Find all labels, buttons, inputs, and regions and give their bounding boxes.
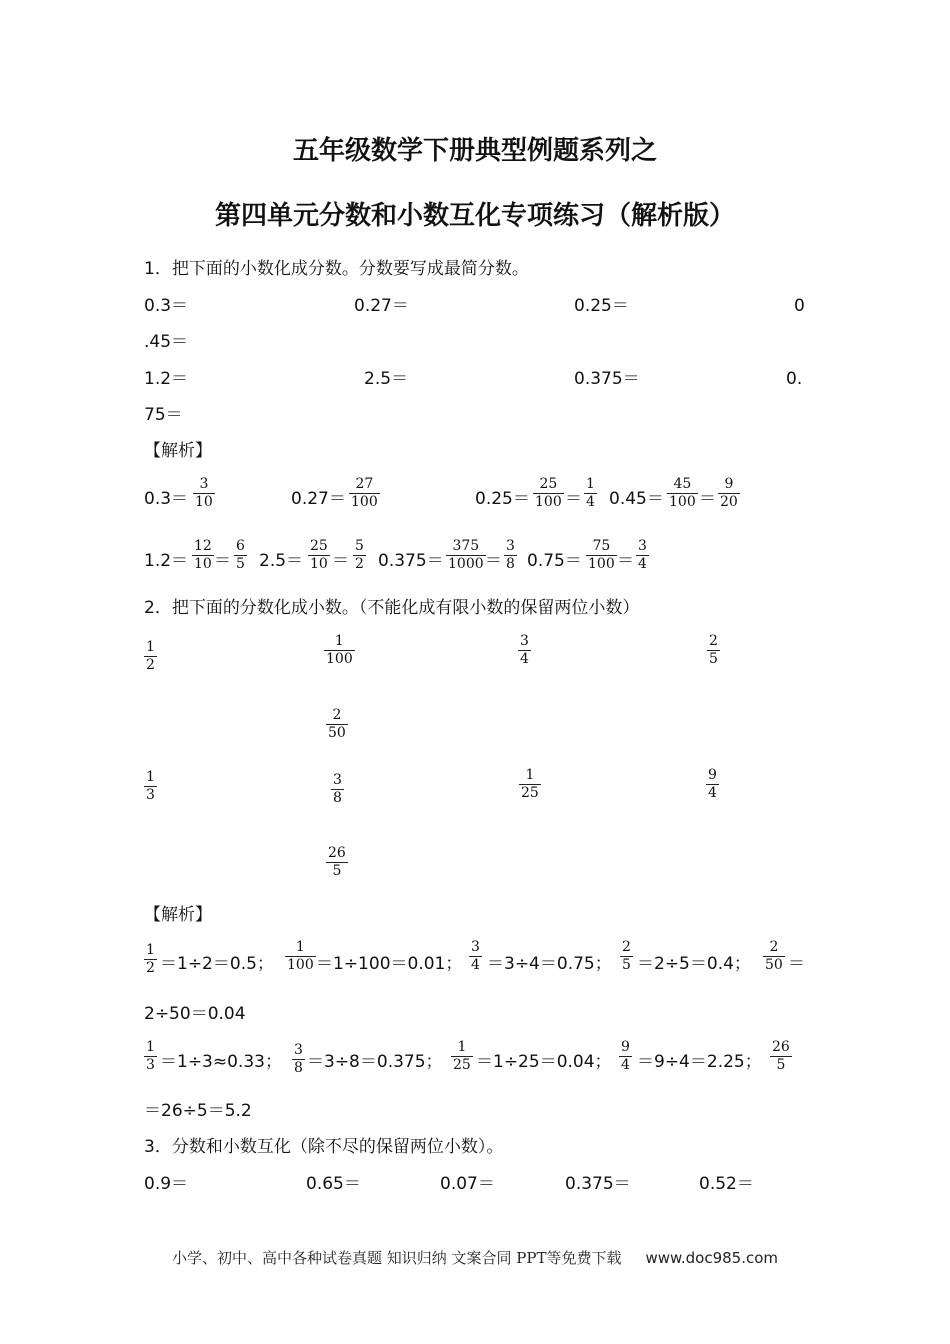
fraction: 3 10 bbox=[195, 476, 213, 511]
q1-answer-text: 0.45＝ bbox=[609, 489, 664, 509]
question-2-prompt: 2．把下面的分数化成小数。（不能化成有限小数的保留两位小数） bbox=[144, 598, 640, 618]
q2-analysis-label: 【解析】 bbox=[144, 905, 212, 925]
q2-answer-text: ＝1÷25＝0.04； bbox=[476, 1052, 612, 1072]
fraction: 6 5 bbox=[236, 538, 245, 573]
page-footer bbox=[0, 1247, 950, 1268]
fraction: 26 5 bbox=[328, 845, 346, 880]
q2-answer-text: ＝2÷5＝0.4； bbox=[637, 954, 751, 974]
fraction: 25 100 bbox=[535, 476, 562, 511]
fraction: 2 50 bbox=[328, 707, 346, 742]
fraction: 3 4 bbox=[638, 538, 647, 573]
q1-answer-text: 0.27＝ bbox=[291, 489, 346, 509]
equals: ＝ bbox=[214, 551, 231, 571]
q1-answer-text: 1.2＝ bbox=[144, 551, 189, 571]
fraction: 1 100 bbox=[287, 939, 314, 974]
fraction: 1 2 bbox=[146, 942, 155, 977]
fraction: 1 100 bbox=[326, 633, 353, 668]
equals: ＝ bbox=[565, 489, 582, 509]
fraction: 1 25 bbox=[521, 767, 539, 802]
q1-item: 0.27＝ bbox=[354, 296, 409, 316]
fraction: 12 10 bbox=[194, 538, 212, 573]
fraction: 1 3 bbox=[146, 1039, 155, 1074]
q1-item: 0.3＝ bbox=[144, 296, 189, 316]
q2-answer-text: ＝1÷3≈0.33； bbox=[160, 1052, 282, 1072]
q2-answer-text: ＝1÷2＝0.5； bbox=[160, 954, 274, 974]
fraction: 45 100 bbox=[669, 476, 696, 511]
fraction: 1 2 bbox=[146, 639, 155, 674]
footer-url-link[interactable]: www.doc985.com bbox=[645, 1249, 779, 1267]
fraction: 375 1000 bbox=[448, 538, 484, 573]
q2-answer-text: ＝26÷5＝5.2 bbox=[144, 1101, 252, 1121]
fraction: 3 4 bbox=[471, 939, 480, 974]
q3-item: 0.52＝ bbox=[699, 1174, 754, 1194]
q1-analysis-label: 【解析】 bbox=[144, 441, 212, 461]
title-line-2: 第四单元分数和小数互化专项练习（解析版） bbox=[214, 201, 735, 231]
question-3-prompt: 3．分数和小数互化（除不尽的保留两位小数）。 bbox=[144, 1137, 504, 1157]
q3-item: 0.65＝ bbox=[306, 1174, 361, 1194]
q1-item: 0. bbox=[786, 369, 803, 389]
q1-item: 2.5＝ bbox=[364, 369, 409, 389]
footer-text: 小学、初中、高中各种试卷真题 知识归纳 文案合同 PPT等免费下载 bbox=[171, 1249, 622, 1267]
fraction: 2 50 bbox=[765, 939, 783, 974]
fraction: 26 5 bbox=[772, 1039, 790, 1074]
question-1-prompt: 1．把下面的小数化成分数。分数要写成最简分数。 bbox=[144, 259, 529, 279]
q3-item: 0.9＝ bbox=[144, 1174, 189, 1194]
title-line-1: 五年级数学下册典型例题系列之 bbox=[292, 136, 657, 166]
fraction: 2 5 bbox=[622, 939, 631, 974]
fraction: 1 4 bbox=[586, 476, 595, 511]
q2-answer-text: 2÷50＝0.04 bbox=[144, 1004, 246, 1024]
q1-item: 0.25＝ bbox=[574, 296, 629, 316]
q1-answer-text: 2.5＝ bbox=[259, 551, 304, 571]
fraction: 3 8 bbox=[294, 1042, 303, 1077]
fraction: 2 5 bbox=[709, 633, 718, 668]
fraction: 3 8 bbox=[506, 538, 515, 573]
q1-answer-text: 0.25＝ bbox=[475, 489, 530, 509]
equals: ＝ bbox=[485, 551, 502, 571]
fraction: 1 25 bbox=[453, 1039, 471, 1074]
q1-answer-text: 0.375＝ bbox=[378, 551, 444, 571]
fraction: 9 4 bbox=[708, 767, 717, 802]
fraction: 3 8 bbox=[333, 772, 342, 807]
fraction: 9 4 bbox=[621, 1039, 630, 1074]
fraction: 27 100 bbox=[351, 476, 378, 511]
q2-answer-text: ＝ bbox=[788, 954, 805, 974]
fraction: 1 3 bbox=[146, 769, 155, 804]
q1-answer-text: 0.75＝ bbox=[527, 551, 582, 571]
fraction: 9 20 bbox=[720, 476, 738, 511]
q1-item: 0.375＝ bbox=[574, 369, 640, 389]
q2-answer-text: ＝3÷8＝0.375； bbox=[307, 1052, 443, 1072]
q1-answer-text: 0.3＝ bbox=[144, 489, 189, 509]
q1-item: 75＝ bbox=[144, 405, 183, 425]
q1-item: 0 bbox=[794, 296, 805, 316]
q1-item: .45＝ bbox=[144, 332, 189, 352]
fraction: 75 100 bbox=[588, 538, 615, 573]
q2-answer-text: ＝3÷4＝0.75； bbox=[487, 954, 612, 974]
q3-item: 0.375＝ bbox=[565, 1174, 631, 1194]
fraction: 25 10 bbox=[310, 538, 328, 573]
fraction: 5 2 bbox=[355, 538, 364, 573]
q1-item: 1.2＝ bbox=[144, 369, 189, 389]
equals: ＝ bbox=[699, 489, 716, 509]
equals: ＝ bbox=[332, 551, 349, 571]
fraction: 3 4 bbox=[520, 633, 529, 668]
q3-item: 0.07＝ bbox=[440, 1174, 495, 1194]
equals: ＝ bbox=[617, 551, 634, 571]
q2-answer-text: ＝9÷4＝2.25； bbox=[637, 1052, 762, 1072]
q2-answer-text: ＝1÷100＝0.01； bbox=[316, 954, 463, 974]
